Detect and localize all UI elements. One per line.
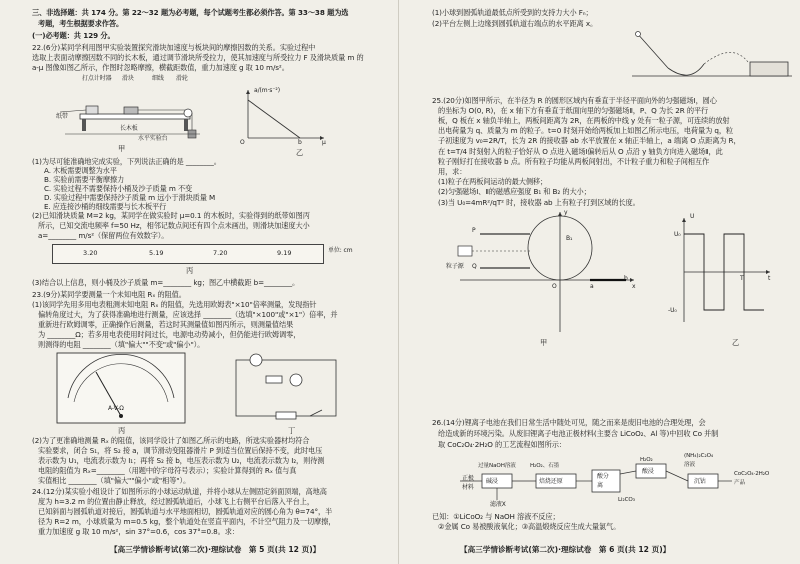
q22-option-b: B. 实验前需要平衡摩擦力 (44, 175, 125, 184)
page-5 (0, 0, 399, 564)
q22-part2-cont: 所示，已知交流电频率 f=50 Hz，相邻记数点间还有四个点未画出，则滑块加速度大小 (38, 221, 310, 230)
q25-field-figure (450, 208, 640, 336)
q24-stem-2: 度为 h=3.2 m 的位置由静止释放，经过圆弧轨道后，小球飞上右侧平台后落入平台上， (38, 497, 314, 506)
q22-stem-2: 选取上表面动摩擦因数不同的长木板，通过调节滑块所受拉力，使其加速度与所受拉力 F 及滑块质量 m 的 (32, 53, 364, 62)
flow-filtrate: 滤液X (490, 501, 506, 508)
q23-part1-cont2: 重新进行欧姆调零，正确操作后测量，若这时其测量值如图丙所示，则测量值结果 (38, 320, 294, 329)
voltage-neg-u0-label: -U₀ (668, 307, 677, 314)
q23-part2-cont: 实验要求，闭合 S₁，将 S₂ 接 a，调节滑动变阻器滑片 P 到适当位置后保持不变，此时电压 (38, 446, 323, 455)
flow-li2co3: Li₂CO₃ (618, 497, 635, 503)
page-6-footer: 【高三学情诊断考试(第二次)·理综试卷 第 6 页(共 12 页)】 (460, 545, 671, 554)
page-6 (400, 0, 800, 564)
voltage-u0-label: U₀ (674, 231, 681, 238)
tape-unit: 单位: cm (328, 247, 353, 254)
figure-label-bing: 丙 (186, 266, 194, 275)
q25-stem-3: 板，Q 板在 x 轴负半轴上，两板间距离为 2R，在两板的中线 y 处有一粒子源，可连续的放射 (438, 116, 730, 125)
period-t-label: T (740, 275, 744, 282)
time-axis-label: t (768, 275, 771, 282)
flow-precip-reagent: (NH₄)₂C₂O₄ 溶液 (684, 453, 714, 468)
q22-stem-3: a-μ 图像如图乙所示，作图时忽略摩擦，横截距数值，重力加速度 g 取 10 m/s²。 (32, 63, 289, 72)
q25-part1: (1)粒子在两板间运动的最大侧移； (438, 177, 548, 186)
label-rope: 细线 (152, 75, 164, 82)
q24-stem-3: 已知斜面与圆弧轨道对接后，圆弧轨道与水平地面相切，圆弧轨道对应的圆心角为 θ=74°，半 (38, 507, 333, 516)
flow-reduce-reagent: H₂O₂、石墨 (530, 463, 560, 469)
q24-stem-4: 径为 R=2 m，小球质量为 m=0.5 kg，整个轨道处在竖直平面内，不计空气阻力及一切摩擦， (38, 517, 336, 526)
label-slider: 滑块 (122, 75, 134, 82)
q26-stem: 26.(14分)锂离子电池在我们日常生活中随处可见，随之而来是废旧电池的合理处理，会 (432, 418, 706, 427)
q24-stem-5: 重力加速度 g 取 10 m/s²，sin 37°=0.6，cos 37°=0.8。求： (38, 527, 239, 536)
axis-label-mu: μ (322, 139, 326, 146)
q25-stem-5: 子初速度为 v₀=2R/T，长为 2R 的接收器 ab 水平放置在 x 轴正半轴上，a 端离 O 点距离为 R， (438, 136, 741, 145)
receiver-b-label: b (624, 275, 628, 282)
flow-h2o2: H₂O₂ (640, 457, 653, 463)
label-timer: 打点计时器 (82, 75, 112, 82)
axis-y-label: y (564, 209, 568, 216)
q23-part2-cont4: 实值相比 ________（填"偏大""偏小"或"相等"）。 (38, 476, 191, 485)
flow-raw-material: 正极 材料 (462, 475, 474, 491)
label-pulley: 滑轮 (176, 75, 188, 82)
q23-stem: 23.(9分)某同学要测量一个未知电阻 Rₓ 的阻值。 (32, 290, 186, 299)
q23-part1-cont: 偏转角度过大，为了获得准确地进行测量，应该选择 ________（选填"×100"或"×1"）倍率，并 (38, 310, 338, 319)
axis-label-a: a/(m·s⁻²) (254, 87, 280, 94)
q26-stem-3: 取 CoC₂O₄·2H₂O 的工艺流程如图所示： (438, 440, 566, 449)
flow-precipitation: 沉钴 (694, 478, 706, 485)
section-heading-cont: 考题，考生根据要求作答。 (38, 19, 124, 28)
figure-label-yi: 乙 (296, 148, 304, 157)
field-b1-label: B₁ (566, 235, 573, 242)
label-table: 水平实验台 (138, 135, 168, 142)
dial-label: A-V-Ω (108, 405, 124, 412)
flow-leach: 碱浸 (486, 478, 498, 485)
figure-label-bing-2: 丙 (118, 426, 126, 435)
q25-stem-4: 出电荷量为 q、质量为 m 的粒子。t=0 时刻开始给两板加上如图乙所示电压，电荷量为 q，粒 (438, 126, 734, 135)
tape-segment-1: 3.20 (83, 249, 98, 257)
q23-part1-cont4: 则测得的电阻 ________（填"偏大""不变"或"偏小"）。 (38, 340, 205, 349)
flow-naoh: 过量NaOH溶液 (478, 463, 516, 469)
q22-part1: (1)为尽可能准确地完成实验，下列说法正确的是 ________。 (32, 157, 221, 166)
q22-a-mu-graph (238, 86, 328, 144)
axis-x-label: x (632, 283, 636, 290)
voltage-axis-label: U (690, 213, 695, 220)
tape-segment-3: 7.20 (213, 249, 228, 257)
flow-product: CoC₂O₄·2H₂O 产品 (734, 471, 770, 486)
q23-part1: (1)该同学先用多用电表粗测未知电阻 Rₓ 的阻值，先选用欧姆表"×10"倍率测量，发现指针 (32, 300, 317, 309)
q23-part2-cont2: 表示数为 U₁，电流表示数为 I₁；再将 S₂ 接 b，电压表示数为 U₂，电流表示数为 I₂，则待测 (38, 456, 325, 465)
tape-segment-4: 9.19 (277, 249, 292, 257)
q25-stem-8: 用，求： (438, 167, 467, 176)
plate-p-label: P (472, 227, 476, 234)
q22-option-c: C. 实验过程不需要保持小桶及沙子质量 m 不变 (44, 184, 193, 193)
label-board: 长木板 (120, 125, 138, 132)
tape-segment-2: 5.19 (149, 249, 164, 257)
subsection-heading: (一)必考题：共 129 分。 (32, 31, 115, 40)
q25-stem: 25.(20分)如图甲所示，在半径为 R 的圆形区域内有垂直于半径平面向外的匀强磁场Ⅰ，圆心 (432, 96, 717, 105)
q24-part2: (2)平台左侧上边缘到圆弧轨道右端点的水平距离 x。 (432, 19, 598, 28)
q22-part2-answer: a=________ m/s²（保留两位有效数字）。 (38, 231, 169, 240)
flow-reduce: 焙烧还原 (539, 478, 563, 485)
section-heading: 三、非选择题：共 174 分。第 22～32 题为必考题，每个试题考生都必须作答。第 33～38 题为选 (32, 8, 349, 17)
q23-part1-cont3: 为 ________Ω；若多用电表使用时间过长，电源电动势减小，但仍能进行欧姆调零， (38, 330, 301, 339)
q24-part1: (1)小球到圆弧轨道最低点所受到的支持力大小 Fₙ； (432, 8, 593, 17)
flow-acid-leach: 酸浸 (642, 468, 654, 475)
q22-option-a: A. 木板需要调整为水平 (44, 166, 117, 175)
q25-voltage-graph (674, 214, 774, 326)
q22-part2: (2)已知滑块质量 M=2 kg，某同学在做实验时 μ=0.1 的木板时，实验得到的纸带如图丙 (32, 211, 310, 220)
q25-stem-2: 的坐标为 O(0, R)，在 x 轴下方有垂直于纸面向里的匀强磁场Ⅱ，P、Q 为长 2R 的平行 (438, 106, 709, 115)
figure-label-yi-right: 乙 (732, 338, 740, 347)
q26-known-2: ②金属 Co 易被酸液氧化；③高温煅烧反应生成大量氯气。 (438, 522, 621, 531)
q23-part2: (2)为了更准确地测量 Rₓ 的阻值，该同学设计了如图乙所示的电路，所选实验器材均符合 (32, 436, 310, 445)
q22-paper-tape (52, 244, 324, 264)
q23-circuit-diagram (226, 350, 346, 424)
axis-origin: O (240, 139, 245, 146)
q25-part3: (3)当 U₀=4mR²/qT² 时，接收器 ab 上有粒子打到区域的长度。 (438, 198, 640, 207)
figure-label-jia: 甲 (118, 144, 126, 153)
label-tape: 纸带 (56, 113, 68, 120)
q23-part2-cont3: 电阻的阻值为 Rₓ=________（用题中的字母符号表示）；实验计算得到的 Rₓ 值与真 (38, 466, 297, 475)
q22-option-e: E. 应连接沙桶的细线需要与长木板平行 (44, 202, 167, 211)
q22-stem: 22.(6分)某同学利用图甲实验装置探究滑块加速度与板块间的摩擦因数的关系。实验过程中 (32, 43, 316, 52)
flow-dissolve: 酸分 离 (597, 473, 609, 489)
q24-stem: 24.(12分)某实验小组设计了如图所示的小球运动轨道，并将小球从左侧固定斜面顶端，高地高 (32, 487, 327, 496)
receiver-a-label: a (590, 283, 594, 290)
figure-label-jia-right: 甲 (540, 338, 548, 347)
q26-known-1: 已知：①LiCoO₂ 与 NaOH 溶液不反应； (432, 512, 560, 521)
q22-part3: (3)结合以上信息，则小桶及沙子质量 m=________ kg；图乙中横截距 b=________。 (32, 278, 300, 287)
q25-stem-6: 在 t=T/4 时刻射入的粒子恰好从 O 点进入磁场Ⅰ偏转后从 O 点沿 y 轴负方向进入磁场Ⅱ，此 (438, 147, 723, 156)
q25-stem-7: 粒子刚好打在接收器 b 点。所有粒子均能从两板间射出，不计粒子重力和粒子间相互作 (438, 157, 710, 166)
q26-stem-2: 给造成新的环境污染。从废旧锂离子电池正极材料(主要含 LiCoO₂、Al 等)中回收 Co 并制 (438, 429, 719, 438)
q22-option-d: D. 实验过程中需要保持沙子质量 m 远小于滑块质量 M (44, 193, 216, 202)
figure-label-ding: 丁 (288, 426, 296, 435)
page-5-footer: 【高三学情诊断考试(第二次)·理综试卷 第 5 页(共 12 页)】 (110, 545, 321, 554)
q25-part2: (2)匀强磁场Ⅰ、Ⅱ的磁感应强度 B₁ 和 B₂ 的大小； (438, 187, 591, 196)
q23-multimeter-dial (56, 352, 186, 424)
axis-intercept-b: b (298, 139, 302, 146)
particle-source-label: 粒子源 (446, 263, 464, 270)
plate-q-label: Q (472, 263, 477, 270)
origin-label: O (552, 283, 557, 290)
q24-track-figure (632, 28, 792, 80)
